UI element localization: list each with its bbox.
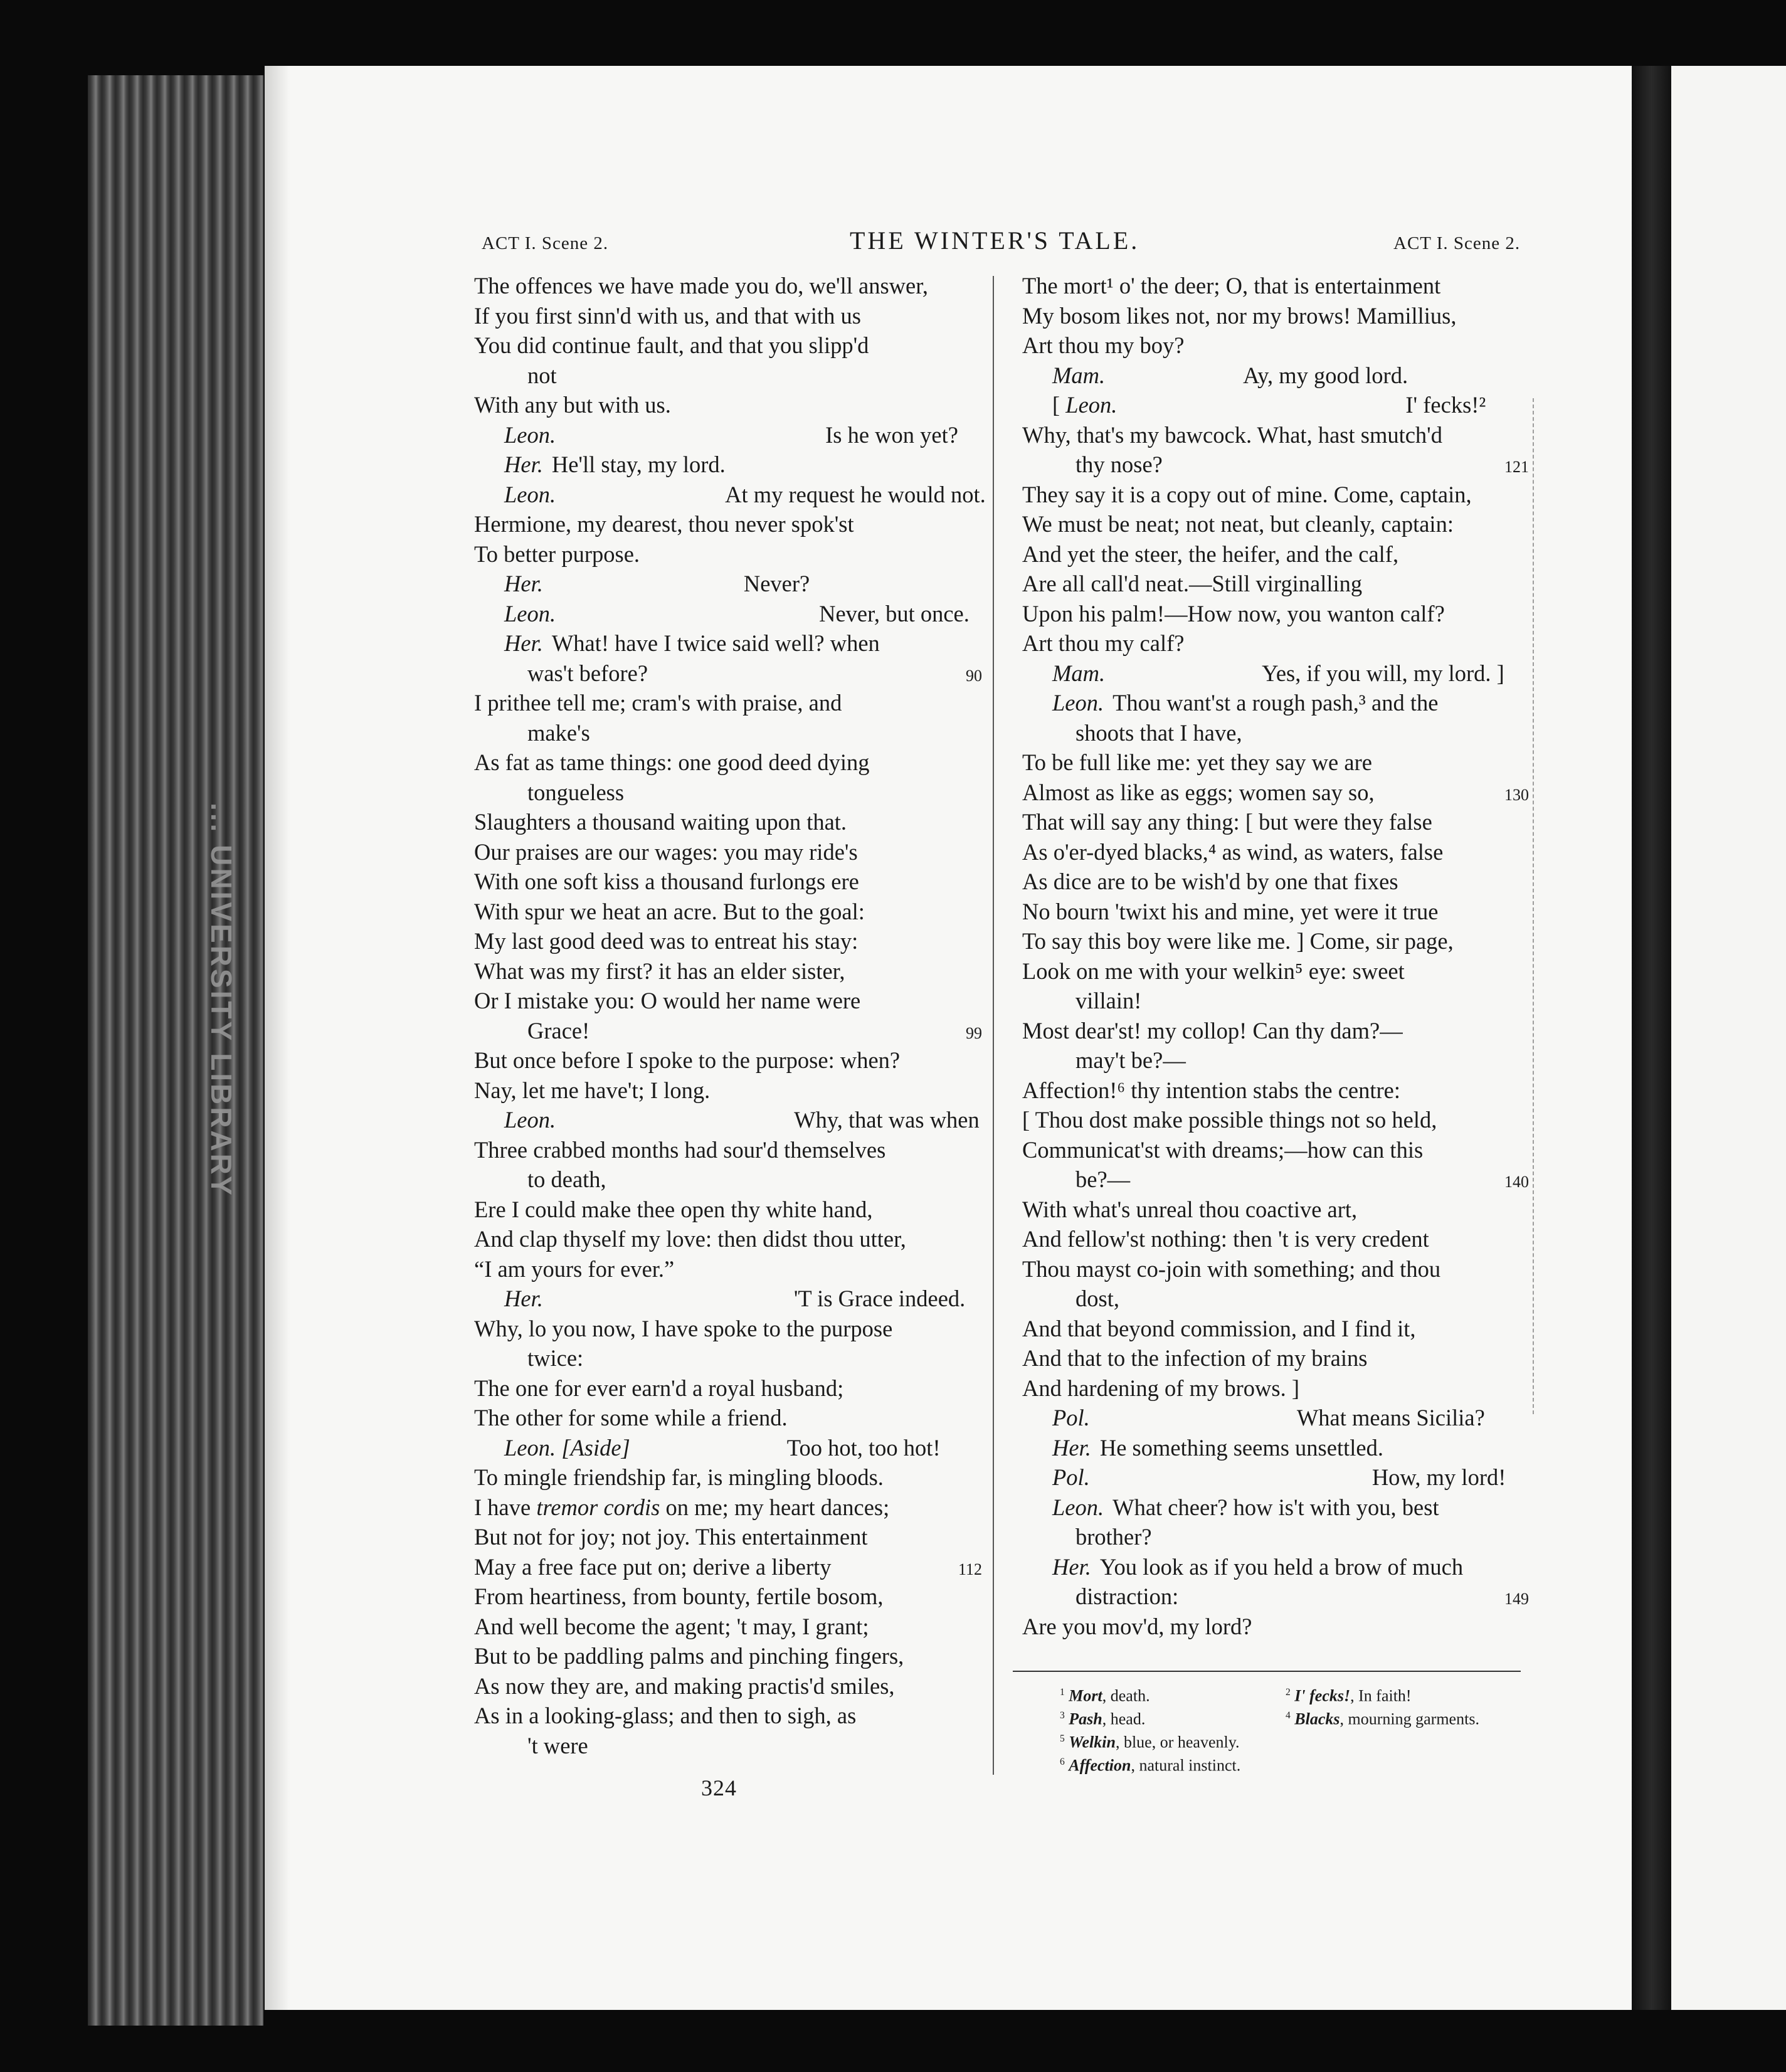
speech-text: How, my lord! [1371, 1464, 1506, 1490]
text-line: The one for ever earn'd a royal husband; [474, 1375, 844, 1401]
text-line: Communicat'st with dreams;—how can this [1022, 1136, 1424, 1163]
right-text-column [1022, 271, 1529, 1641]
running-head-left: ACT I. Scene 2. [482, 233, 609, 253]
text-line: With what's unreal thou coactive art, [1022, 1196, 1358, 1222]
text-line: And yet the steer, the heifer, and the calf, [1022, 541, 1399, 567]
text-line [1022, 1493, 1529, 1523]
page-number: 324 [701, 1775, 737, 1800]
text-line [1022, 1462, 1529, 1493]
footnote: $^5$ Welkin, blue, or heavenly. [1060, 1733, 1240, 1752]
footnote: $^4$ Blacks, mourning garments. [1286, 1710, 1479, 1728]
text-line: With one soft kiss a thousand furlongs ere [474, 869, 859, 894]
text-line: Almost as like as eggs; women say so, 130 [1022, 778, 1529, 808]
speaker-name: Pol. [1052, 1405, 1090, 1430]
facing-page [1671, 66, 1786, 2010]
speech-text: What cheer? how is't with you, best [1112, 1494, 1439, 1520]
text-line: They say it is a copy out of mine. Come, captain, [1022, 481, 1472, 507]
speech-text: Yes, if you will, my lord. ] [1262, 660, 1504, 686]
text-line: My last good deed was to entreat his stay: [474, 928, 859, 954]
text-line [474, 1284, 982, 1314]
text-line: Are all call'd neat.—Still virginalling [1022, 571, 1363, 596]
text-line: 't were [527, 1732, 588, 1758]
text-line [1022, 1433, 1529, 1463]
text-line: And that to the infection of my brains [1022, 1345, 1368, 1371]
text-line: But once before I spoke to the purpose: when? [474, 1047, 901, 1073]
speaker-name: Leon. [504, 600, 556, 626]
speaker-name: Pol. [1052, 1464, 1090, 1490]
text-line: The offences we have made you do, we'll answer, [474, 273, 929, 299]
text-line: Ere I could make thee open thy white hand, [474, 1196, 873, 1222]
text-line: But not for joy; not joy. This entertainment [474, 1524, 868, 1550]
text-line: dost, [1075, 1286, 1119, 1311]
text-line [474, 1105, 982, 1135]
text-line: shoots that I have, [1075, 719, 1242, 746]
speech-text: Ay, my good lord. [1243, 362, 1408, 388]
text-line: Upon his palm!—How now, you wanton calf? [1022, 600, 1445, 626]
page-title: THE WINTER'S TALE. [850, 226, 1140, 255]
text-line: Thou mayst co-join with something; and thou [1022, 1255, 1441, 1282]
line-number: 140 [1504, 1173, 1529, 1191]
footnote-rule [1013, 1671, 1521, 1672]
footnote: $^2$ I' fecks!, In faith! [1286, 1686, 1412, 1705]
speaker-name: Her. [1052, 1553, 1091, 1580]
text-line: Are you mov'd, my lord? [1022, 1613, 1252, 1639]
left-text-column [474, 271, 986, 1760]
text-line: To better purpose. [474, 541, 640, 567]
footnote-row [1022, 1704, 1524, 1727]
text-line: But to be paddling palms and pinching fingers, [474, 1643, 904, 1669]
text-line: Affection!⁶ thy intention stabs the centre: [1022, 1077, 1400, 1103]
text-line: I have tremor cordis on me; my heart dances; [474, 1494, 890, 1520]
text-line: And that beyond commission, and I find it, [1022, 1315, 1416, 1341]
text-line: villain! [1075, 988, 1142, 1013]
text-line: As now they are, and making practis'd smiles, [474, 1673, 895, 1699]
text-line [474, 420, 982, 450]
text-line: Grace! 99 [474, 1016, 982, 1046]
speech-text: Why, that was when [794, 1107, 980, 1133]
text-line: To be full like me: yet they say we are [1022, 749, 1372, 775]
line-number: 99 [966, 1023, 982, 1042]
text-line: may't be?— [1075, 1047, 1186, 1073]
text-line: As dice are to be wish'd by one that fixes [1022, 869, 1398, 894]
text-line: We must be neat; not neat, but cleanly, captain: [1022, 511, 1454, 537]
running-head-right: ACT I. Scene 2. [1393, 233, 1521, 253]
text-line: With spur we heat an acre. But to the goal: [474, 898, 865, 924]
text-line [474, 480, 986, 510]
text-line: As o'er-dyed blacks,⁴ as wind, as waters, false [1022, 838, 1444, 865]
footnote-row [1022, 1681, 1524, 1704]
text-line [474, 628, 982, 658]
speaker-name: Her. [504, 630, 543, 656]
text-line: If you first sinn'd with us, and that with us [474, 302, 861, 329]
text-line: To mingle friendship far, is mingling bloods. [474, 1464, 884, 1490]
text-line: Why, that's my bawcock. What, hast smutch'd [1022, 421, 1443, 448]
speech-text: 'T is Grace indeed. [793, 1286, 966, 1311]
footnote: $^1$ Mort, death. [1060, 1686, 1150, 1705]
footnotes [1022, 1681, 1524, 1773]
text-line: twice: [527, 1345, 584, 1371]
speaker-name: Leon. [1052, 1494, 1104, 1520]
footnote-row [1022, 1750, 1524, 1773]
text-line: make's [527, 719, 590, 746]
line-number: 130 [1504, 785, 1529, 804]
text-line: I prithee tell me; cram's with praise, and [474, 690, 842, 716]
text-line: And clap thyself my love: then didst thou utter, [474, 1226, 906, 1252]
text-line: tongueless [527, 779, 625, 805]
page-gutter-shadow [265, 66, 290, 2010]
text-line: Hermione, my dearest, thou never spok'st [474, 511, 854, 537]
text-line: Slaughters a thousand waiting upon that. [474, 809, 847, 835]
speaker-name: Leon. [1052, 690, 1104, 716]
speech-text: You look as if you held a brow of much [1099, 1553, 1464, 1580]
text-line: Art thou my boy? [1022, 332, 1185, 358]
speech-text: Never, but once. [819, 600, 970, 626]
text-line [474, 599, 982, 629]
speaker-name: Leon. [504, 421, 556, 448]
footnote: $^6$ Affection, natural instinct. [1060, 1756, 1241, 1775]
line-number: 112 [958, 1560, 982, 1578]
text-line [1022, 1552, 1529, 1582]
text-line: thy nose? 121 [1022, 450, 1529, 480]
text-line: was't before? 90 [474, 658, 982, 689]
text-line [1022, 390, 1529, 420]
speech-text: Is he won yet? [825, 421, 958, 448]
library-stamp: ... UNIVERSITY LIBRARY [205, 803, 238, 1198]
text-line: The mort¹ o' the deer; O, that is entertainment [1022, 273, 1441, 299]
speech-text: I' fecks!² [1405, 392, 1486, 418]
text-line: No bourn 'twixt his and mine, yet were it true [1022, 898, 1439, 924]
text-line: And hardening of my brows. ] [1022, 1375, 1299, 1401]
text-line: And well become the agent; 't may, I grant; [474, 1613, 869, 1639]
text-line [1022, 658, 1529, 689]
footnote-row [1022, 1727, 1524, 1750]
facing-page-gap [1632, 66, 1671, 2010]
footnote: $^3$ Pash, head. [1060, 1710, 1146, 1728]
speaker-name: Mam. [1052, 660, 1106, 686]
text-line: Our praises are our wages: you may ride's [474, 838, 858, 865]
speaker-name: Her. [1052, 1434, 1091, 1461]
text-line: distraction: 149 [1022, 1582, 1529, 1612]
speech-text: Never? [743, 571, 810, 596]
speaker-name: Her. [504, 452, 543, 477]
text-line: And fellow'st nothing: then 't is very credent [1022, 1226, 1429, 1252]
text-line: My bosom likes not, nor my brows! Mamillius, [1022, 302, 1457, 329]
text-line: Art thou my calf? [1022, 630, 1185, 656]
speech-text: At my request he would not. [725, 481, 986, 507]
text-line: [ Thou dost make possible things not so held, [1022, 1107, 1437, 1133]
speaker-name: Leon. [Aside] [504, 1434, 630, 1461]
text-line [1022, 688, 1529, 718]
line-number: 149 [1504, 1590, 1529, 1608]
text-line: As in a looking-glass; and then to sigh, as [474, 1703, 857, 1728]
text-line: be?— 140 [1022, 1165, 1529, 1195]
text-line [474, 1433, 982, 1463]
speech-text: What means Sicilia? [1296, 1405, 1485, 1430]
text-line: Three crabbed months had sour'd themselves [474, 1136, 886, 1163]
text-line: Most dear'st! my collop! Can thy dam?— [1022, 1017, 1403, 1044]
text-line: May a free face put on; derive a liberty 112 [474, 1552, 982, 1582]
text-line: “I am yours for ever.” [474, 1255, 675, 1282]
text-line [1022, 361, 1529, 391]
line-number: 121 [1504, 458, 1529, 476]
text-line [474, 569, 982, 599]
speaker-name: Leon. [504, 1107, 556, 1133]
text-line: The other for some while a friend. [474, 1405, 788, 1430]
text-line: To say this boy were like me. ] Come, sir page, [1022, 928, 1454, 954]
text-line: Look on me with your welkin⁵ eye: sweet [1022, 958, 1405, 984]
text-line: Or I mistake you: O would her name were [474, 988, 861, 1013]
text-line: not [527, 362, 557, 388]
speech-text: He'll stay, my lord. [551, 452, 726, 477]
speaker-name: [ Leon. [1052, 392, 1118, 418]
speech-text: What! have I twice said well? when [551, 630, 880, 656]
speech-text: He something seems unsettled. [1099, 1434, 1383, 1461]
speaker-name: Leon. [504, 481, 556, 507]
speaker-name: Her. [504, 1286, 543, 1311]
speech-text: Too hot, too hot! [786, 1434, 941, 1461]
text-line: As fat as tame things: one good deed dying [474, 749, 870, 775]
text-line: From heartiness, from bounty, fertile bosom, [474, 1583, 884, 1609]
text-line: With any but with us. [474, 392, 671, 418]
text-line [1022, 1403, 1529, 1433]
omission-marker [1533, 398, 1540, 1414]
text-line: to death, [527, 1166, 606, 1192]
speech-text: Thou want'st a rough pash,³ and the [1112, 690, 1439, 716]
text-line: What was my first? it has an elder sister, [474, 958, 845, 984]
text-line: brother? [1075, 1524, 1152, 1550]
text-line: Why, lo you now, I have spoke to the purpose [474, 1315, 893, 1341]
speaker-name: Mam. [1052, 362, 1106, 388]
text-line: That will say any thing: [ but were they false [1022, 809, 1432, 835]
line-number: 90 [966, 666, 982, 685]
text-line: Nay, let me have't; I long. [474, 1077, 711, 1103]
column-divider [993, 276, 994, 1775]
text-line [474, 450, 982, 480]
speaker-name: Her. [504, 571, 543, 596]
text-line: You did continue fault, and that you slipp'd [474, 332, 869, 358]
